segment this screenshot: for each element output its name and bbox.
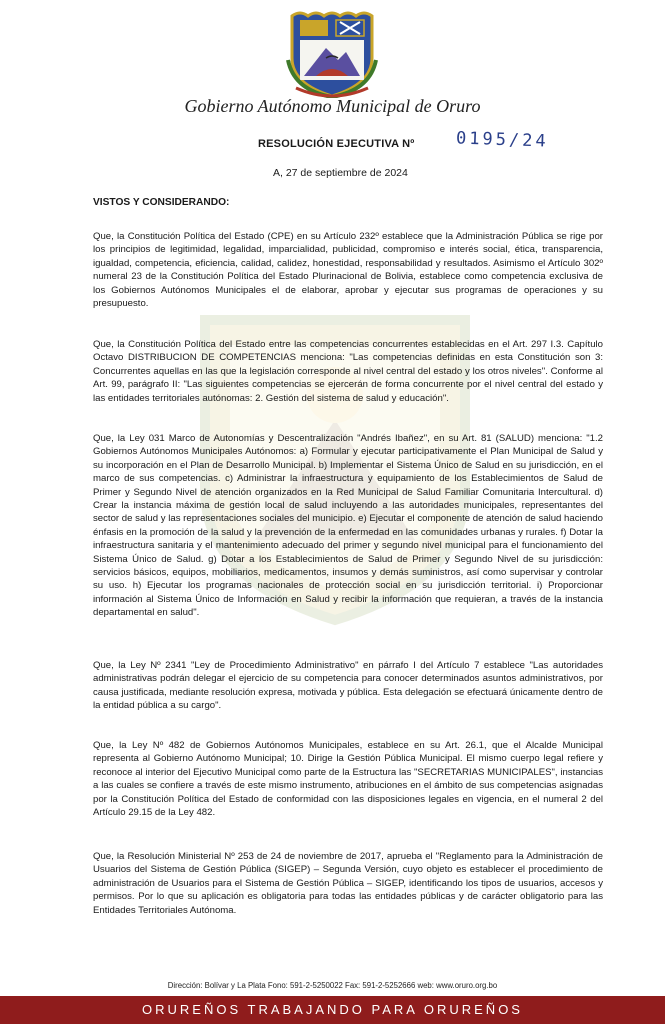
- footer-slogan-band: [0, 996, 665, 1024]
- paragraph-resolucion-253: Que, la Resolución Ministerial Nº 253 de 24 de noviembre de 2017, aprueba el "Reglamento para la Administración de Usuarios del Sistema de Gestión Pública (SIGEP) – Segunda Versión, cuyo objeto es establecer el procedimiento de administración de Usuarios para el Sistema de Gestión Pública – SIGEP, identificando los tipos de usuarios, accesos y permisos. Por lo que su aplicación es obligatoria para todas las entidades públicas y de carácter obligatorio para las Entidades Territoriales Autónoma.: [93, 851, 603, 916]
- footer-slogan: ORUREÑOS TRABAJANDO PARA ORUREÑOS: [142, 1002, 523, 1017]
- paragraph-ley-031: Que, la Ley 031 Marco de Autonomías y Descentralización "Andrés Ibañez", en su Art. 81 (SALUD) menciona: "1.2 Gobiernos Autónomos Municipales Autónomos: a) Formular y ejecutar participativamente el Plan Municipal de Salud y su incorporación en el Plan de Desarrollo Municipal. b) Implementar el Sistema Único de Salud en su jurisdicción, en el marco de sus competencias. c) Administrar la infraestructura y equipamiento de los Establecimientos de Salud de Primer y Segundo Nivel de atención organizados en la Red Municipal de Salud Familiar Comunitaria Intercultural. d) Crear la instancia máxima de gestión local de salud incluyendo a las autoridades municipales, representantes del sector de salud y las representaciones sociales del municipio. e) Ejecutar el componente de atención de salud haciendo énfasis en la promoción de la salud y la prevención de la enfermedad en las comunidades urbanas y rurales. f) Dotar la infraestructura sanitaria y el mantenimiento adecuado del primer y segundo nivel municipal para el funcionamiento del Sistema Único de Salud. g) Dotar a los Establecimientos de Salud de Primer y Segundo Nivel de su jurisdicción: servicios básicos, equipos, mobiliarios, medicamentos, insumos y demás suministros, así como supervisar y controlar su uso. h) Ejecutar los programas nacionales de protección social en su jurisdicción territorial. i) Proporcionar información al Sistema Único de Información en Salud y recibir la información que requieran, a través de la instancia departamental en salud".: [93, 433, 603, 619]
- resolution-number: 0195/24: [455, 128, 549, 152]
- paragraph-ley-2341: Que, la Ley Nº 2341 "Ley de Procedimiento Administrativo" en párrafo I del Artículo 7 establece "Las autoridades administrativas podrán delegar el ejercicio de su competencia para conocer determinados asuntos administrativos, por causa justificada, mediante resolución expresa, motivada y pública. Esta delegación se efectuará únicamente dentro de la entidad pública a su cargo".: [93, 660, 603, 712]
- document-date: A, 27 de septiembre de 2024: [273, 167, 408, 179]
- paragraph-ley-482: Que, la Ley Nº 482 de Gobiernos Autónomos Municipales, establece en su Art. 26.1, que el Alcalde Municipal representa al Gobierno Autónomo Municipal; 10. Dirige la Gestión Pública Municipal. El mismo cuerpo legal refiere y reconoce al interior del Ejecutivo Municipal como parte de la Estructura las "SECRETARIAS MUNICIPALES", instancias a las cuales se confiere a través de este mismo instrumento, atribuciones en el ámbito de sus competencias asignadas por la Constitución Política del Estado de conformidad con las disposiciones legales en vigencia, en el numeral 2 del Artículo 29.15 de la Ley 482.: [93, 740, 603, 819]
- resolution-title: RESOLUCIÓN EJECUTIVA Nº: [258, 138, 415, 150]
- organization-name: Gobierno Autónomo Municipal de Oruro: [184, 96, 481, 116]
- paragraph-competencias: Que, la Constitución Política del Estado entre las competencias concurrentes establecidas en el Art. 297 I.3. Capítulo Octavo DISTRIBUCION DE COMPETENCIAS menciona: "Las competencias definidas en esta Constitución son 3: Concurrentes aquellas en las que la legislación corresponde al nivel central del estado y los otros niveles". Conforme al Art. 99, parágrafo II: "Las siguientes competencias se ejercerán de forma concurrente por el nivel central del estado y las entidades territoriales autónomas: 2. Gestión del sistema de salud y educación".: [93, 339, 603, 404]
- municipal-coat-of-arms-icon: [286, 8, 378, 98]
- section-heading: VISTOS Y CONSIDERANDO:: [93, 197, 230, 208]
- paragraph-cpe: Que, la Constitución Política del Estado (CPE) en su Artículo 232º establece que la Administración Pública se rige por los principios de legitimidad, legalidad, imparcialidad, publicidad, compromiso e interés social, ética, transparencia, igualdad, competencia, eficiencia, calidad, calidez, honestidad, responsabilidad y resultados. Asimismo el Artículo 302º numeral 23 de la Constitución Política del Estado Plurinacional de Bolivia, establece como competencia exclusiva de los Gobiernos Autónomos Municipales el de elaborar, aprobar y ejecutar sus programas de operaciones y su presupuesto.: [93, 231, 603, 310]
- footer-address: Dirección: Bolívar y La Plata Fono: 591-2-5250022 Fax: 591-2-5252666 web: www.oruro.org.bo: [167, 981, 498, 990]
